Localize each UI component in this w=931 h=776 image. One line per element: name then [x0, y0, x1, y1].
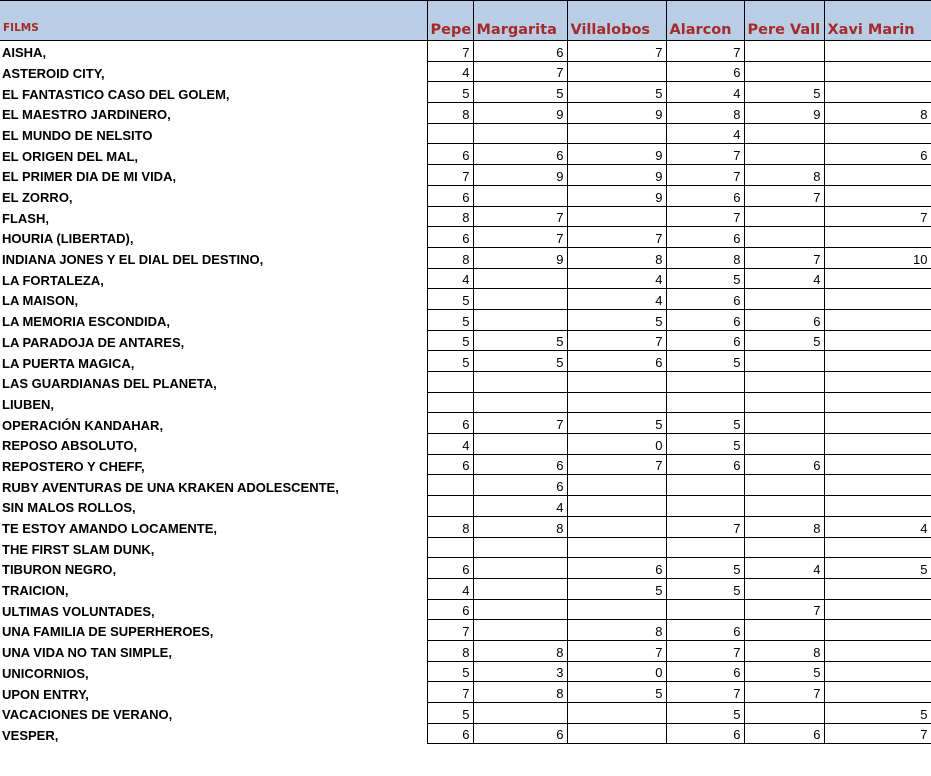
- score-cell[interactable]: [567, 123, 666, 144]
- score-cell[interactable]: 7: [427, 620, 473, 641]
- score-cell[interactable]: 7: [473, 206, 567, 227]
- table-row: [0, 372, 931, 393]
- score-cell[interactable]: [824, 41, 931, 62]
- score-cell[interactable]: [567, 475, 666, 496]
- film-title-cell[interactable]: LA MEMORIA ESCONDIDA,: [0, 309, 427, 330]
- table-row: [0, 103, 931, 124]
- score-cell[interactable]: 4: [666, 123, 744, 144]
- score-cell[interactable]: 4: [427, 578, 473, 599]
- score-cell[interactable]: 7: [666, 640, 744, 661]
- film-title-cell[interactable]: ASTEROID CITY,: [0, 61, 427, 82]
- score-cell[interactable]: 0: [567, 434, 666, 455]
- score-cell[interactable]: [824, 372, 931, 393]
- table-row: [0, 558, 931, 579]
- score-cell[interactable]: 6: [427, 144, 473, 165]
- score-cell[interactable]: 7: [666, 41, 744, 62]
- score-cell[interactable]: 7: [744, 599, 824, 620]
- score-cell[interactable]: 5: [567, 682, 666, 703]
- score-cell[interactable]: 7: [427, 41, 473, 62]
- table-row: [0, 330, 931, 351]
- score-cell[interactable]: [824, 599, 931, 620]
- score-cell[interactable]: 9: [567, 144, 666, 165]
- score-cell[interactable]: 7: [567, 41, 666, 62]
- score-cell[interactable]: 6: [427, 185, 473, 206]
- score-cell[interactable]: 7: [666, 206, 744, 227]
- score-cell[interactable]: 5: [666, 434, 744, 455]
- score-cell[interactable]: [744, 496, 824, 517]
- film-title-cell[interactable]: AISHA,: [0, 41, 427, 62]
- score-cell[interactable]: 6: [427, 558, 473, 579]
- score-cell[interactable]: [824, 620, 931, 641]
- film-title-cell[interactable]: UPON ENTRY,: [0, 682, 427, 703]
- score-cell[interactable]: [824, 330, 931, 351]
- table-row: [0, 413, 931, 434]
- score-cell[interactable]: 4: [824, 516, 931, 537]
- score-cell[interactable]: [473, 392, 567, 413]
- score-cell[interactable]: [824, 392, 931, 413]
- score-cell[interactable]: 7: [744, 247, 824, 268]
- score-cell[interactable]: 7: [567, 454, 666, 475]
- score-cell[interactable]: [824, 413, 931, 434]
- score-cell[interactable]: [744, 144, 824, 165]
- score-cell[interactable]: [824, 351, 931, 372]
- score-cell[interactable]: [824, 496, 931, 517]
- score-cell[interactable]: 8: [744, 640, 824, 661]
- score-cell[interactable]: 5: [744, 661, 824, 682]
- score-cell[interactable]: 6: [473, 144, 567, 165]
- score-cell[interactable]: [427, 475, 473, 496]
- score-cell[interactable]: 7: [666, 144, 744, 165]
- score-cell[interactable]: 6: [666, 330, 744, 351]
- score-cell[interactable]: [824, 268, 931, 289]
- film-title-cell[interactable]: VESPER,: [0, 723, 427, 744]
- critic-header-xavi-marin[interactable]: Xavi Marin: [824, 1, 931, 41]
- score-cell[interactable]: [744, 351, 824, 372]
- table-row: [0, 289, 931, 310]
- film-title-cell[interactable]: HOURIA (LIBERTAD),: [0, 227, 427, 248]
- films-column-header[interactable]: FILMS: [0, 1, 427, 41]
- score-cell[interactable]: 7: [666, 165, 744, 186]
- score-cell[interactable]: 6: [427, 599, 473, 620]
- score-cell[interactable]: [824, 537, 931, 558]
- score-cell[interactable]: [744, 289, 824, 310]
- critic-header-alarcon[interactable]: Alarcon: [666, 1, 744, 41]
- score-cell[interactable]: 5: [427, 289, 473, 310]
- score-cell[interactable]: 5: [567, 309, 666, 330]
- score-cell[interactable]: 8: [427, 516, 473, 537]
- score-cell[interactable]: 6: [473, 723, 567, 744]
- score-cell[interactable]: 5: [666, 413, 744, 434]
- score-cell[interactable]: 4: [567, 289, 666, 310]
- score-cell[interactable]: [744, 434, 824, 455]
- score-cell[interactable]: 5: [427, 703, 473, 724]
- score-cell[interactable]: 6: [427, 227, 473, 248]
- score-cell[interactable]: 7: [473, 413, 567, 434]
- score-cell[interactable]: [744, 392, 824, 413]
- score-cell[interactable]: [427, 496, 473, 517]
- table-row: [0, 185, 931, 206]
- table-row: [0, 578, 931, 599]
- score-cell[interactable]: [567, 496, 666, 517]
- score-cell[interactable]: [473, 537, 567, 558]
- table-row: [0, 247, 931, 268]
- film-title-cell[interactable]: REPOSO ABSOLUTO,: [0, 434, 427, 455]
- score-cell[interactable]: 8: [824, 103, 931, 124]
- score-cell[interactable]: [824, 185, 931, 206]
- table-row: [0, 351, 931, 372]
- score-cell[interactable]: 7: [567, 227, 666, 248]
- score-cell[interactable]: [666, 496, 744, 517]
- score-cell[interactable]: [427, 392, 473, 413]
- score-cell[interactable]: 6: [567, 558, 666, 579]
- score-cell[interactable]: [744, 123, 824, 144]
- score-cell[interactable]: 8: [744, 516, 824, 537]
- score-cell[interactable]: 5: [666, 558, 744, 579]
- score-cell[interactable]: 6: [744, 309, 824, 330]
- score-cell[interactable]: 9: [744, 103, 824, 124]
- score-cell[interactable]: 6: [744, 723, 824, 744]
- critic-header-villalobos[interactable]: Villalobos: [567, 1, 666, 41]
- score-cell[interactable]: 5: [666, 703, 744, 724]
- score-cell[interactable]: [473, 289, 567, 310]
- score-cell[interactable]: [824, 82, 931, 103]
- score-cell[interactable]: 8: [427, 103, 473, 124]
- score-cell[interactable]: [567, 537, 666, 558]
- score-cell[interactable]: 6: [427, 454, 473, 475]
- score-cell[interactable]: [744, 703, 824, 724]
- score-cell[interactable]: 6: [666, 309, 744, 330]
- score-cell[interactable]: 7: [666, 682, 744, 703]
- score-cell[interactable]: 5: [427, 351, 473, 372]
- score-cell[interactable]: [473, 558, 567, 579]
- film-title-cell[interactable]: UNICORNIOS,: [0, 661, 427, 682]
- score-cell[interactable]: 6: [666, 620, 744, 641]
- table-row: [0, 41, 931, 62]
- score-cell[interactable]: 6: [666, 185, 744, 206]
- score-cell[interactable]: [824, 454, 931, 475]
- score-cell[interactable]: 7: [824, 723, 931, 744]
- score-cell[interactable]: 4: [666, 82, 744, 103]
- film-title-cell[interactable]: THE FIRST SLAM DUNK,: [0, 537, 427, 558]
- film-title-cell[interactable]: EL ORIGEN DEL MAL,: [0, 144, 427, 165]
- score-cell[interactable]: [824, 165, 931, 186]
- score-cell[interactable]: 5: [744, 82, 824, 103]
- score-cell[interactable]: [824, 682, 931, 703]
- score-cell[interactable]: [427, 372, 473, 393]
- score-cell[interactable]: 10: [824, 247, 931, 268]
- film-title-cell[interactable]: OPERACIÓN KANDAHAR,: [0, 413, 427, 434]
- film-title-cell[interactable]: UNA FAMILIA DE SUPERHEROES,: [0, 620, 427, 641]
- score-cell[interactable]: [824, 289, 931, 310]
- film-title-cell[interactable]: TIBURON NEGRO,: [0, 558, 427, 579]
- film-title-cell[interactable]: LA MAISON,: [0, 289, 427, 310]
- score-cell[interactable]: [666, 599, 744, 620]
- table-row: [0, 496, 931, 517]
- score-cell[interactable]: [824, 578, 931, 599]
- score-cell[interactable]: 5: [473, 82, 567, 103]
- film-title-cell[interactable]: ULTIMAS VOLUNTADES,: [0, 599, 427, 620]
- score-cell[interactable]: [473, 309, 567, 330]
- table-row: [0, 61, 931, 82]
- score-cell[interactable]: 5: [666, 268, 744, 289]
- score-cell[interactable]: 6: [473, 454, 567, 475]
- score-cell[interactable]: 4: [427, 61, 473, 82]
- table-row: [0, 682, 931, 703]
- score-cell[interactable]: 8: [666, 103, 744, 124]
- film-title-cell[interactable]: RUBY AVENTURAS DE UNA KRAKEN ADOLESCENTE,: [0, 475, 427, 496]
- film-title-cell[interactable]: EL ZORRO,: [0, 185, 427, 206]
- score-cell[interactable]: 7: [666, 516, 744, 537]
- score-cell[interactable]: [744, 41, 824, 62]
- table-row: [0, 703, 931, 724]
- score-cell[interactable]: 8: [473, 682, 567, 703]
- film-title-cell[interactable]: FLASH,: [0, 206, 427, 227]
- score-cell[interactable]: 5: [567, 82, 666, 103]
- score-cell[interactable]: 7: [744, 185, 824, 206]
- score-cell[interactable]: 6: [666, 289, 744, 310]
- score-cell[interactable]: 3: [473, 661, 567, 682]
- table-row: [0, 640, 931, 661]
- score-cell[interactable]: 6: [666, 454, 744, 475]
- film-title-cell[interactable]: TRAICION,: [0, 578, 427, 599]
- score-cell[interactable]: 7: [824, 206, 931, 227]
- score-cell[interactable]: 9: [473, 247, 567, 268]
- score-cell[interactable]: [427, 537, 473, 558]
- score-cell[interactable]: [744, 620, 824, 641]
- score-cell[interactable]: 9: [473, 103, 567, 124]
- score-cell[interactable]: 7: [567, 640, 666, 661]
- score-cell[interactable]: [567, 61, 666, 82]
- score-cell[interactable]: [666, 475, 744, 496]
- score-cell[interactable]: [824, 661, 931, 682]
- score-cell[interactable]: [666, 392, 744, 413]
- score-cell[interactable]: 5: [666, 578, 744, 599]
- score-cell[interactable]: 4: [744, 558, 824, 579]
- score-cell[interactable]: 6: [666, 723, 744, 744]
- score-cell[interactable]: 5: [824, 703, 931, 724]
- score-cell[interactable]: [473, 578, 567, 599]
- score-cell[interactable]: [666, 537, 744, 558]
- score-cell[interactable]: [744, 206, 824, 227]
- score-cell[interactable]: 5: [666, 351, 744, 372]
- critic-header-pere-vall[interactable]: Pere Vall: [744, 1, 824, 41]
- score-cell[interactable]: 7: [427, 682, 473, 703]
- film-title-cell[interactable]: EL PRIMER DIA DE MI VIDA,: [0, 165, 427, 186]
- score-cell[interactable]: 4: [473, 496, 567, 517]
- score-cell[interactable]: 8: [427, 206, 473, 227]
- table-row: [0, 82, 931, 103]
- score-cell[interactable]: 9: [473, 165, 567, 186]
- score-cell[interactable]: 8: [567, 247, 666, 268]
- ratings-body: [0, 41, 931, 744]
- score-cell[interactable]: [744, 61, 824, 82]
- score-cell[interactable]: 6: [666, 61, 744, 82]
- film-title-cell[interactable]: TE ESTOY AMANDO LOCAMENTE,: [0, 516, 427, 537]
- score-cell[interactable]: 8: [567, 620, 666, 641]
- score-cell[interactable]: [824, 227, 931, 248]
- score-cell[interactable]: 9: [567, 103, 666, 124]
- score-cell[interactable]: 6: [567, 351, 666, 372]
- film-title-cell[interactable]: LA FORTALEZA,: [0, 268, 427, 289]
- score-cell[interactable]: [744, 372, 824, 393]
- score-cell[interactable]: 6: [744, 454, 824, 475]
- score-cell[interactable]: 4: [567, 268, 666, 289]
- score-cell[interactable]: [473, 185, 567, 206]
- score-cell[interactable]: [473, 599, 567, 620]
- score-cell[interactable]: [567, 599, 666, 620]
- score-cell[interactable]: 5: [427, 82, 473, 103]
- header-row: [0, 1, 931, 41]
- score-cell[interactable]: 8: [744, 165, 824, 186]
- score-cell[interactable]: 7: [567, 330, 666, 351]
- score-cell[interactable]: 6: [666, 661, 744, 682]
- film-title-cell[interactable]: SIN MALOS ROLLOS,: [0, 496, 427, 517]
- score-cell[interactable]: 7: [427, 165, 473, 186]
- score-cell[interactable]: 5: [567, 578, 666, 599]
- score-cell[interactable]: [473, 620, 567, 641]
- score-cell[interactable]: [744, 537, 824, 558]
- score-cell[interactable]: 8: [427, 247, 473, 268]
- film-title-cell[interactable]: EL MUNDO DE NELSITO: [0, 123, 427, 144]
- score-cell[interactable]: [744, 227, 824, 248]
- film-title-cell[interactable]: UNA VIDA NO TAN SIMPLE,: [0, 640, 427, 661]
- score-cell[interactable]: 7: [473, 61, 567, 82]
- score-cell[interactable]: [473, 268, 567, 289]
- table-row: [0, 516, 931, 537]
- score-cell[interactable]: [824, 309, 931, 330]
- critic-header-margarita[interactable]: Margarita: [473, 1, 567, 41]
- score-cell[interactable]: 5: [744, 330, 824, 351]
- score-cell[interactable]: [567, 703, 666, 724]
- score-cell[interactable]: 7: [473, 227, 567, 248]
- table-row: [0, 165, 931, 186]
- score-cell[interactable]: 5: [427, 661, 473, 682]
- film-title-cell[interactable]: LA PUERTA MAGICA,: [0, 351, 427, 372]
- table-row: [0, 599, 931, 620]
- table-row: [0, 227, 931, 248]
- table-row: [0, 392, 931, 413]
- score-cell[interactable]: 6: [427, 723, 473, 744]
- score-cell[interactable]: 8: [427, 640, 473, 661]
- score-cell[interactable]: [567, 372, 666, 393]
- score-cell[interactable]: [427, 123, 473, 144]
- score-cell[interactable]: [473, 123, 567, 144]
- score-cell[interactable]: [824, 434, 931, 455]
- table-row: [0, 537, 931, 558]
- score-cell[interactable]: [824, 640, 931, 661]
- table-row: [0, 620, 931, 641]
- score-cell[interactable]: 5: [427, 309, 473, 330]
- score-cell[interactable]: 6: [824, 144, 931, 165]
- score-cell[interactable]: [473, 372, 567, 393]
- film-title-cell[interactable]: INDIANA JONES Y EL DIAL DEL DESTINO,: [0, 247, 427, 268]
- score-cell[interactable]: 5: [824, 558, 931, 579]
- score-cell[interactable]: [744, 413, 824, 434]
- table-row: [0, 144, 931, 165]
- score-cell[interactable]: [567, 723, 666, 744]
- film-title-cell[interactable]: VACACIONES DE VERANO,: [0, 703, 427, 724]
- score-cell[interactable]: 6: [427, 413, 473, 434]
- score-cell[interactable]: 8: [473, 516, 567, 537]
- score-cell[interactable]: 6: [666, 227, 744, 248]
- score-cell[interactable]: [666, 372, 744, 393]
- score-cell[interactable]: 4: [744, 268, 824, 289]
- table-row: [0, 206, 931, 227]
- film-title-cell[interactable]: EL MAESTRO JARDINERO,: [0, 103, 427, 124]
- score-cell[interactable]: [567, 392, 666, 413]
- score-cell[interactable]: 4: [427, 268, 473, 289]
- score-cell[interactable]: 5: [567, 413, 666, 434]
- score-cell[interactable]: 9: [567, 165, 666, 186]
- score-cell[interactable]: 0: [567, 661, 666, 682]
- score-cell[interactable]: [567, 516, 666, 537]
- score-cell[interactable]: 6: [473, 41, 567, 62]
- score-cell[interactable]: 6: [473, 475, 567, 496]
- film-title-cell[interactable]: LAS GUARDIANAS DEL PLANETA,: [0, 372, 427, 393]
- film-title-cell[interactable]: REPOSTERO Y CHEFF,: [0, 454, 427, 475]
- score-cell[interactable]: 7: [744, 682, 824, 703]
- score-cell[interactable]: 9: [567, 185, 666, 206]
- table-row: [0, 723, 931, 744]
- score-cell[interactable]: [824, 475, 931, 496]
- score-cell[interactable]: 8: [666, 247, 744, 268]
- table-row: [0, 475, 931, 496]
- table-row: [0, 123, 931, 144]
- score-cell[interactable]: 5: [473, 330, 567, 351]
- table-row: [0, 309, 931, 330]
- film-title-cell[interactable]: LA PARADOJA DE ANTARES,: [0, 330, 427, 351]
- critic-header-pepe[interactable]: Pepe: [427, 1, 473, 41]
- table-row: [0, 268, 931, 289]
- score-cell[interactable]: [824, 123, 931, 144]
- score-cell[interactable]: [567, 206, 666, 227]
- score-cell[interactable]: 5: [473, 351, 567, 372]
- score-cell[interactable]: [473, 703, 567, 724]
- score-cell[interactable]: [744, 578, 824, 599]
- score-cell[interactable]: [473, 434, 567, 455]
- score-cell[interactable]: [824, 61, 931, 82]
- film-title-cell[interactable]: EL FANTASTICO CASO DEL GOLEM,: [0, 82, 427, 103]
- film-title-cell[interactable]: LIUBEN,: [0, 392, 427, 413]
- score-cell[interactable]: [744, 475, 824, 496]
- score-cell[interactable]: 4: [427, 434, 473, 455]
- score-cell[interactable]: 8: [473, 640, 567, 661]
- score-cell[interactable]: 5: [427, 330, 473, 351]
- table-row: [0, 434, 931, 455]
- table-row: [0, 454, 931, 475]
- table-row: [0, 661, 931, 682]
